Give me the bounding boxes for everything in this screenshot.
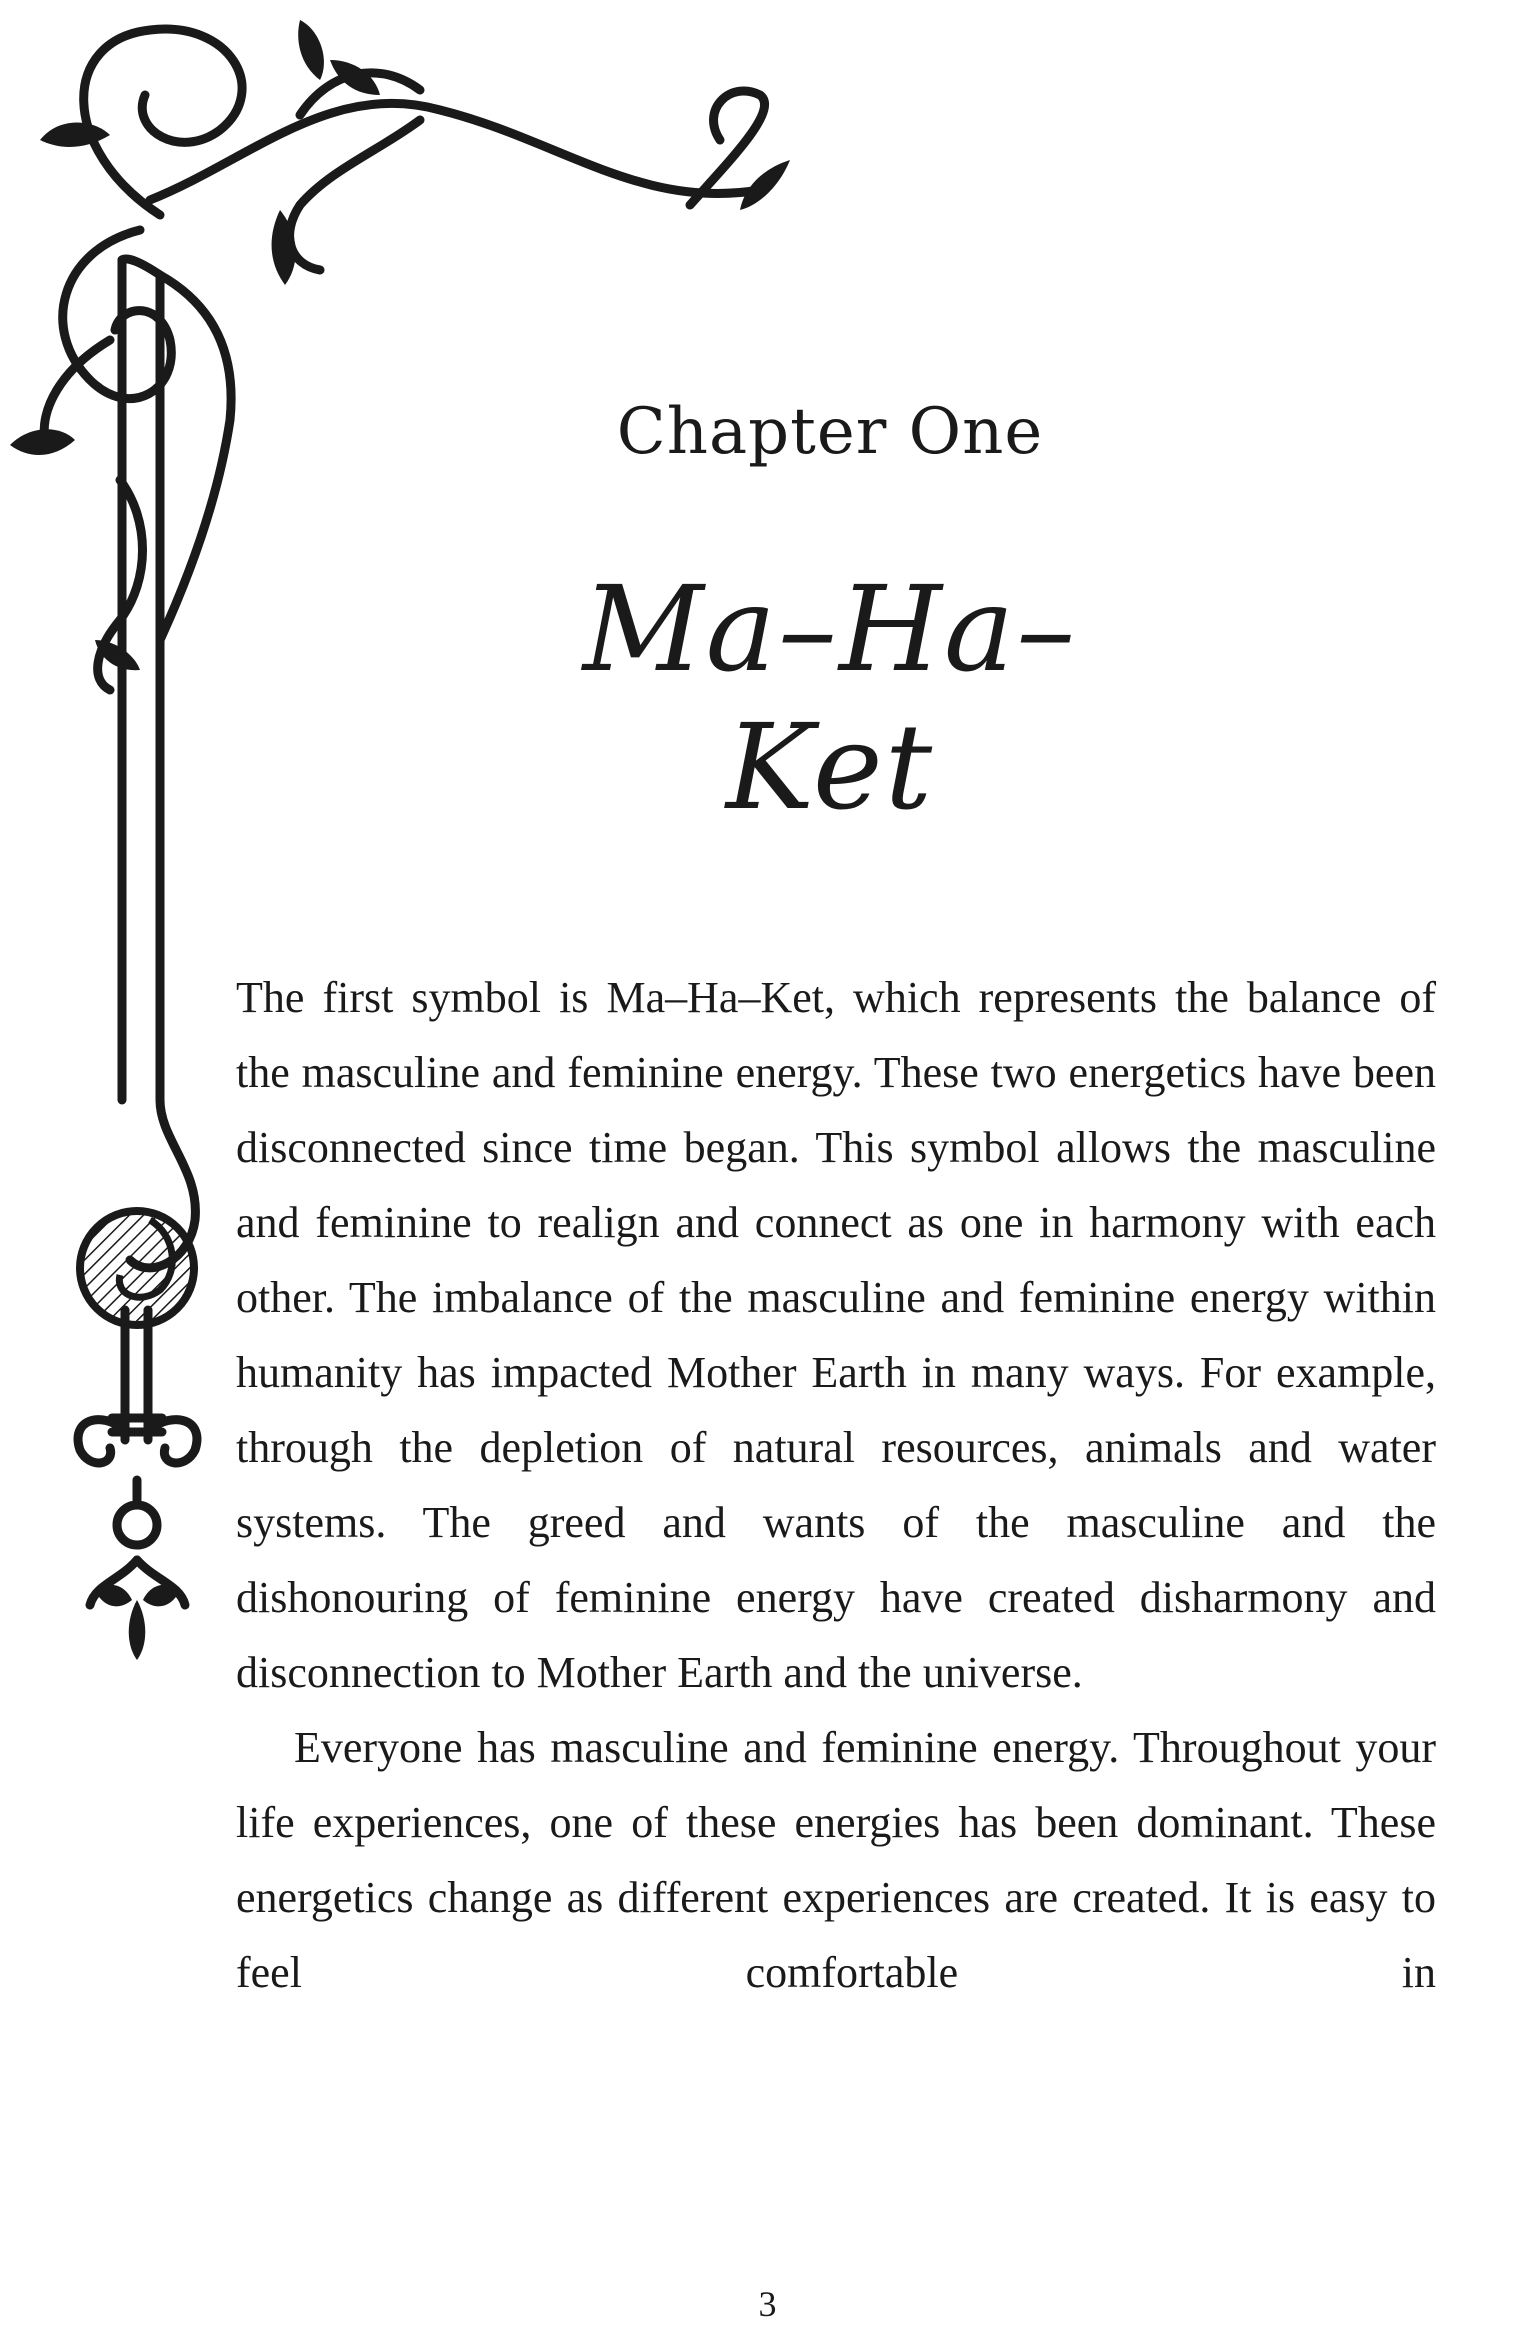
page-number: 3 [758, 2284, 777, 2324]
chapter-label: Chapter One [616, 395, 1044, 469]
paragraph: Everyone has masculine and feminine energy. Throughout your life experiences, one of these energies has been dominant. These energetics change as different experiences are created. It is easy to feel comfortable in [236, 1723, 1436, 1997]
chapter-title: Ma–Ha–Ket [582, 560, 1078, 836]
body-text [236, 960, 1436, 2010]
paragraph: The first symbol is Ma–Ha–Ket, which represents the balance of the masculine and feminine energy. These two energetics have been disconnected since time began. This symbol allows the masculine and feminine to realign and connect as one in harmony with each other. The imbalance of the masculine and feminine energy within humanity has impacted Mother Earth in many ways. For example, through the depletion of natural resources, animals and water systems. The greed and wants of the masculine and the dishonouring of feminine energy have created disharmony and disconnection to Mother Earth and the universe. [236, 973, 1436, 1697]
